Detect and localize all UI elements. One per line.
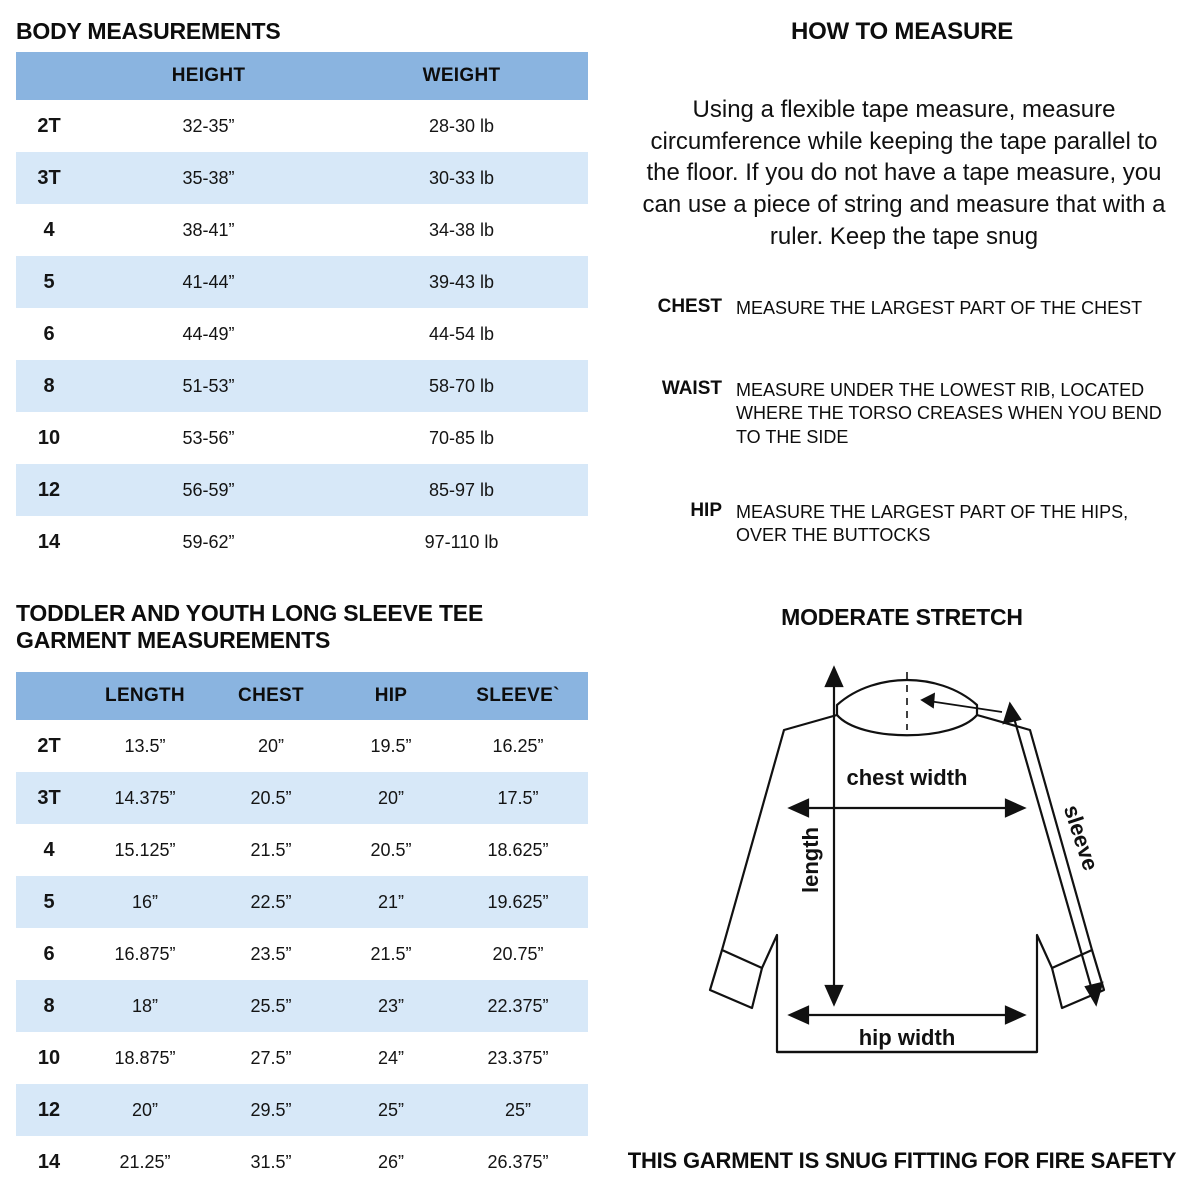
cell-size: 5 xyxy=(16,876,82,928)
measure-text-hip: MEASURE THE LARGEST PART OF THE HIPS, OVER THE BUTTOCKS xyxy=(736,502,1129,546)
table-row xyxy=(16,928,588,980)
cell-length: 18” xyxy=(82,980,208,1032)
cell-length: 16.875” xyxy=(82,928,208,980)
cell-weight: 85-97 lb xyxy=(335,464,588,516)
cell-chest: 20.5” xyxy=(208,772,334,824)
measure-label-chest: CHEST xyxy=(657,296,722,317)
column-header-length: LENGTH xyxy=(82,672,208,720)
cell-length: 18.875” xyxy=(82,1032,208,1084)
cell-size: 3T xyxy=(16,772,82,824)
cell-sleeve: 26.375” xyxy=(448,1136,588,1188)
cell-hip: 25” xyxy=(334,1084,448,1136)
table-row xyxy=(16,256,588,308)
measure-text-chest: MEASURE THE LARGEST PART OF THE CHEST xyxy=(736,298,1143,318)
cell-weight: 30-33 lb xyxy=(335,152,588,204)
cell-hip: 20” xyxy=(334,772,448,824)
right-column xyxy=(604,0,1200,1200)
cell-hip: 24” xyxy=(334,1032,448,1084)
cell-size: 6 xyxy=(16,308,82,360)
measure-label-waist: WAIST xyxy=(661,378,722,399)
shoulder-arrowhead xyxy=(922,694,934,707)
cell-height: 59-62” xyxy=(82,516,335,568)
cell-size: 10 xyxy=(16,412,82,464)
cell-length: 15.125” xyxy=(82,824,208,876)
cell-weight: 39-43 lb xyxy=(335,256,588,308)
sleeve-label: sleeve xyxy=(1058,801,1104,874)
cell-weight: 97-110 lb xyxy=(335,516,588,568)
cell-hip: 26” xyxy=(334,1136,448,1188)
stretch-title: MODERATE STRETCH xyxy=(781,604,1023,630)
cell-height: 32-35” xyxy=(82,100,335,152)
cell-height: 56-59” xyxy=(82,464,335,516)
cell-sleeve: 25” xyxy=(448,1084,588,1136)
table-row xyxy=(16,464,588,516)
cell-size: 2T xyxy=(16,720,82,772)
fire-safety-note: THIS GARMENT IS SNUG FITTING FOR FIRE SAFETY xyxy=(627,1148,1177,1173)
chest-width-arrow xyxy=(790,800,1024,816)
cell-size: 3T xyxy=(16,152,82,204)
cell-hip: 23” xyxy=(334,980,448,1032)
table-row xyxy=(16,1084,588,1136)
cell-sleeve: 20.75” xyxy=(448,928,588,980)
table-row xyxy=(16,308,588,360)
cell-size: 12 xyxy=(16,464,82,516)
garment-diagram xyxy=(622,660,1192,1130)
cell-height: 35-38” xyxy=(82,152,335,204)
cell-height: 44-49” xyxy=(82,308,335,360)
cell-size: 4 xyxy=(16,824,82,876)
cell-sleeve: 17.5” xyxy=(448,772,588,824)
length-label: length xyxy=(798,827,823,893)
table-row xyxy=(16,1136,588,1188)
cell-weight: 58-70 lb xyxy=(335,360,588,412)
cell-chest: 20” xyxy=(208,720,334,772)
cell-size: 14 xyxy=(16,516,82,568)
measure-text-waist: MEASURE UNDER THE LOWEST RIB, LOCATED WHERE THE TORSO CREASES WHEN YOU BEND TO THE SIDE xyxy=(736,380,1162,447)
how-to-measure-title: HOW TO MEASURE xyxy=(790,18,1014,45)
cell-chest: 27.5” xyxy=(208,1032,334,1084)
cell-size: 10 xyxy=(16,1032,82,1084)
body-measurements-table xyxy=(16,52,588,568)
cell-chest: 25.5” xyxy=(208,980,334,1032)
table-row xyxy=(16,980,588,1032)
table-row xyxy=(16,720,588,772)
cell-hip: 19.5” xyxy=(334,720,448,772)
cell-chest: 23.5” xyxy=(208,928,334,980)
column-header-sleeve: SLEEVE` xyxy=(448,672,588,720)
cell-length: 21.25” xyxy=(82,1136,208,1188)
column-header-height: HEIGHT xyxy=(82,52,335,100)
cell-weight: 28-30 lb xyxy=(335,100,588,152)
cell-length: 13.5” xyxy=(82,720,208,772)
cell-size: 4 xyxy=(16,204,82,256)
measure-label-hip: HIP xyxy=(690,500,722,521)
cell-height: 38-41” xyxy=(82,204,335,256)
hip-width-label: hip width xyxy=(858,1025,956,1050)
hip-width-arrow xyxy=(790,1007,1024,1023)
table-row xyxy=(16,204,588,256)
column-header-hip: HIP xyxy=(334,672,448,720)
cell-height: 53-56” xyxy=(82,412,335,464)
cell-sleeve: 19.625” xyxy=(448,876,588,928)
cell-sleeve: 22.375” xyxy=(448,980,588,1032)
table-header-row xyxy=(16,672,588,720)
column-header-chest: CHEST xyxy=(208,672,334,720)
cell-size: 14 xyxy=(16,1136,82,1188)
cell-weight: 70-85 lb xyxy=(335,412,588,464)
cell-chest: 29.5” xyxy=(208,1084,334,1136)
cell-length: 20” xyxy=(82,1084,208,1136)
cell-chest: 22.5” xyxy=(208,876,334,928)
table-row xyxy=(16,772,588,824)
cell-size: 8 xyxy=(16,360,82,412)
chest-width-label: chest width xyxy=(846,765,968,790)
cell-sleeve: 16.25” xyxy=(448,720,588,772)
table-row xyxy=(16,876,588,928)
garment-measurements-title: TODDLER AND YOUTH LONG SLEEVE TEE GARMENT MEASUREMENTS xyxy=(16,600,484,654)
cell-height: 51-53” xyxy=(82,360,335,412)
cell-sleeve: 23.375” xyxy=(448,1032,588,1084)
table-row xyxy=(16,360,588,412)
cell-hip: 20.5” xyxy=(334,824,448,876)
how-to-measure-intro: Using a flexible tape measure, measure circumference while keeping the tape parallel to the floor. If you do not have a tape measure, you can use a piece of string and measure that with a ruler. Keep the tape snug xyxy=(642,96,1166,250)
cell-hip: 21” xyxy=(334,876,448,928)
table-row xyxy=(16,152,588,204)
body-measurements-title: BODY MEASUREMENTS xyxy=(16,18,281,44)
table-row xyxy=(16,100,588,152)
cuff-left xyxy=(710,950,762,1008)
column-header-size xyxy=(16,52,82,100)
cell-size: 6 xyxy=(16,928,82,980)
cell-weight: 34-38 lb xyxy=(335,204,588,256)
cell-size: 5 xyxy=(16,256,82,308)
cell-chest: 21.5” xyxy=(208,824,334,876)
cell-chest: 31.5” xyxy=(208,1136,334,1188)
table-row xyxy=(16,824,588,876)
cell-hip: 21.5” xyxy=(334,928,448,980)
table-row xyxy=(16,1032,588,1084)
cell-weight: 44-54 lb xyxy=(335,308,588,360)
cell-sleeve: 18.625” xyxy=(448,824,588,876)
garment-measurements-table xyxy=(16,672,588,1188)
column-header-size xyxy=(16,672,82,720)
table-row xyxy=(16,412,588,464)
cell-size: 12 xyxy=(16,1084,82,1136)
table-header-row xyxy=(16,52,588,100)
table-row xyxy=(16,516,588,568)
cell-size: 2T xyxy=(16,100,82,152)
cell-length: 14.375” xyxy=(82,772,208,824)
cell-size: 8 xyxy=(16,980,82,1032)
cell-height: 41-44” xyxy=(82,256,335,308)
cell-length: 16” xyxy=(82,876,208,928)
column-header-weight: WEIGHT xyxy=(335,52,588,100)
